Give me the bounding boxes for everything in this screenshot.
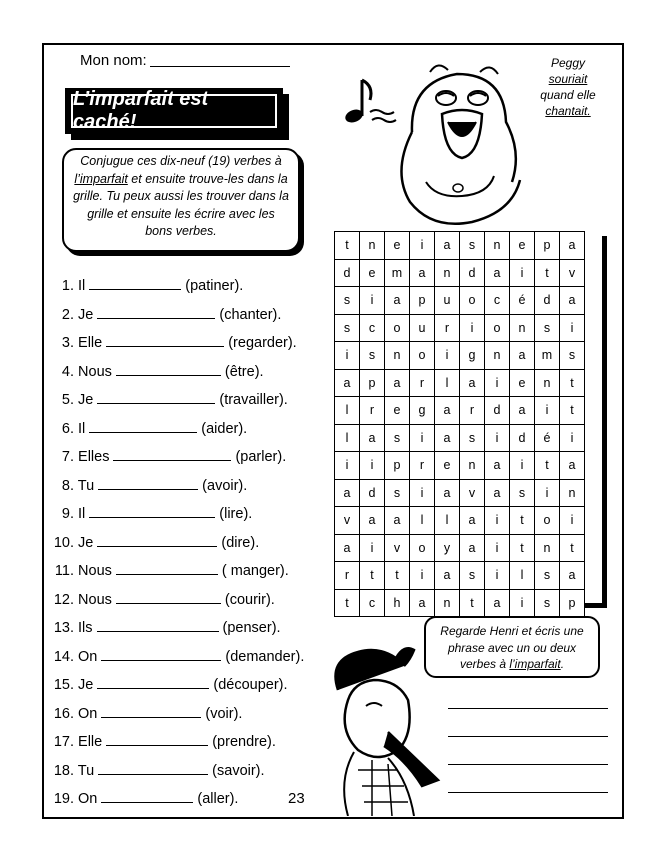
grid-cell[interactable]: h: [385, 589, 410, 617]
grid-cell[interactable]: a: [485, 452, 510, 480]
exercise-item: 9. Il (lire).: [48, 503, 323, 523]
grid-cell[interactable]: n: [385, 342, 410, 370]
grid-cell[interactable]: m: [385, 259, 410, 287]
exercise-item: 18. Tu (savoir).: [48, 760, 323, 780]
grid-row: [335, 424, 585, 452]
grid-cell[interactable]: t: [335, 232, 360, 260]
grid-cell[interactable]: a: [460, 507, 485, 535]
grid-cell[interactable]: p: [535, 232, 560, 260]
henri-text-1: Regarde Henri et écris une phrase avec un ou deux verbes à: [440, 624, 584, 671]
grid-cell[interactable]: c: [360, 314, 385, 342]
grid-cell[interactable]: o: [410, 342, 435, 370]
grid-cell[interactable]: r: [460, 397, 485, 425]
grid-cell[interactable]: a: [460, 369, 485, 397]
grid-cell[interactable]: i: [560, 424, 585, 452]
grid-cell[interactable]: i: [410, 232, 435, 260]
grid-cell[interactable]: i: [510, 259, 535, 287]
grid-cell[interactable]: a: [360, 424, 385, 452]
grid-cell[interactable]: s: [535, 589, 560, 617]
grid-cell[interactable]: v: [560, 259, 585, 287]
grid-cell[interactable]: a: [435, 397, 460, 425]
grid-cell[interactable]: e: [385, 397, 410, 425]
grid-cell[interactable]: v: [335, 507, 360, 535]
exercise-item: 1. Il (patiner).: [48, 275, 323, 295]
grid-cell[interactable]: l: [435, 369, 460, 397]
word-search-grid: [334, 231, 585, 617]
exercise-item: 14. On (demander).: [48, 646, 323, 666]
grid-cell[interactable]: c: [485, 287, 510, 315]
grid-cell[interactable]: n: [360, 232, 385, 260]
grid-cell[interactable]: p: [385, 452, 410, 480]
peggy-caption-line: quand elle: [540, 88, 596, 102]
grid-cell[interactable]: s: [460, 562, 485, 590]
grid-cell[interactable]: a: [560, 562, 585, 590]
answer-blank[interactable]: [89, 418, 197, 433]
grid-cell[interactable]: o: [535, 507, 560, 535]
grid-cell[interactable]: o: [460, 287, 485, 315]
exercise-item: 11. Nous ( manger).: [48, 560, 323, 580]
grid-row: [335, 342, 585, 370]
grid-cell[interactable]: é: [535, 424, 560, 452]
answer-blank[interactable]: [97, 304, 215, 319]
grid-cell[interactable]: i: [510, 589, 535, 617]
grid-row: [335, 259, 585, 287]
grid-cell[interactable]: t: [335, 589, 360, 617]
exercise-item: 16. On (voir).: [48, 703, 323, 723]
grid-cell[interactable]: i: [510, 452, 535, 480]
grid-cell[interactable]: a: [435, 232, 460, 260]
grid-cell[interactable]: o: [410, 534, 435, 562]
grid-row: [335, 397, 585, 425]
grid-cell[interactable]: t: [385, 562, 410, 590]
answer-blank[interactable]: [116, 589, 221, 604]
grid-cell[interactable]: a: [435, 479, 460, 507]
grid-cell[interactable]: e: [360, 259, 385, 287]
grid-cell[interactable]: a: [435, 424, 460, 452]
grid-cell[interactable]: a: [510, 397, 535, 425]
grid-row: [335, 479, 585, 507]
grid-cell[interactable]: e: [435, 452, 460, 480]
grid-cell[interactable]: a: [410, 589, 435, 617]
grid-cell[interactable]: i: [535, 397, 560, 425]
answer-blank[interactable]: [97, 532, 217, 547]
grid-cell[interactable]: s: [385, 424, 410, 452]
answer-blank[interactable]: [101, 788, 193, 803]
grid-cell[interactable]: t: [560, 369, 585, 397]
grid-row: [335, 452, 585, 480]
henri-bird-illustration: [318, 640, 448, 816]
grid-cell[interactable]: i: [360, 287, 385, 315]
grid-cell[interactable]: r: [335, 562, 360, 590]
grid-cell[interactable]: l: [335, 424, 360, 452]
grid-cell[interactable]: e: [385, 232, 410, 260]
grid-cell[interactable]: d: [510, 424, 535, 452]
page-title: L’imparfait est caché!: [71, 94, 277, 128]
grid-cell[interactable]: c: [360, 589, 385, 617]
exercise-item: 10. Je (dire).: [48, 532, 323, 552]
grid-cell[interactable]: i: [485, 562, 510, 590]
peggy-caption-line: souriait: [548, 72, 588, 86]
grid-cell[interactable]: d: [485, 397, 510, 425]
answer-blank[interactable]: [113, 446, 231, 461]
grid-cell[interactable]: d: [335, 259, 360, 287]
grid-cell[interactable]: i: [360, 534, 385, 562]
grid-cell[interactable]: a: [335, 479, 360, 507]
answer-blank[interactable]: [97, 674, 209, 689]
grid-cell[interactable]: i: [360, 452, 385, 480]
grid-row: [335, 287, 585, 315]
grid-cell[interactable]: i: [410, 562, 435, 590]
grid-cell[interactable]: d: [460, 259, 485, 287]
grid-cell[interactable]: e: [510, 369, 535, 397]
grid-cell[interactable]: t: [510, 534, 535, 562]
exercise-item: 6. Il (aider).: [48, 418, 323, 438]
grid-cell[interactable]: t: [560, 397, 585, 425]
grid-cell[interactable]: g: [460, 342, 485, 370]
grid-cell[interactable]: a: [560, 287, 585, 315]
grid-cell[interactable]: s: [510, 479, 535, 507]
answer-blank[interactable]: [101, 703, 201, 718]
grid-cell[interactable]: s: [360, 342, 385, 370]
instructions-text-2: et ensuite trouve-les dans la grille. Tu peux aussi les trouver dans la grille et ensuite les écrire avec les bons verbes.: [73, 171, 289, 238]
exercise-item: 7. Elles (parler).: [48, 446, 323, 466]
grid-cell[interactable]: n: [510, 314, 535, 342]
answer-blank[interactable]: [106, 332, 224, 347]
exercise-item: 3. Elle (regarder).: [48, 332, 323, 352]
peggy-caption-line: chantait.: [545, 104, 591, 118]
instructions-link: l’imparfait: [74, 171, 128, 186]
grid-cell[interactable]: l: [410, 507, 435, 535]
grid-cell[interactable]: o: [485, 314, 510, 342]
grid-cell[interactable]: s: [335, 287, 360, 315]
answer-blank[interactable]: [98, 760, 208, 775]
grid-cell[interactable]: l: [435, 507, 460, 535]
grid-cell[interactable]: é: [510, 287, 535, 315]
writing-line[interactable]: [448, 764, 608, 765]
henri-instructions-box: [424, 616, 600, 678]
grid-row: [335, 589, 585, 617]
answer-blank[interactable]: [98, 475, 198, 490]
grid-cell[interactable]: o: [385, 314, 410, 342]
answer-blank[interactable]: [106, 731, 208, 746]
grid-cell[interactable]: s: [560, 342, 585, 370]
exercise-item: 12. Nous (courir).: [48, 589, 323, 609]
henri-text-2: .: [560, 657, 565, 671]
grid-cell[interactable]: u: [410, 314, 435, 342]
grid-cell[interactable]: d: [360, 479, 385, 507]
answer-blank[interactable]: [97, 617, 219, 632]
grid-cell[interactable]: n: [435, 589, 460, 617]
grid-cell[interactable]: a: [360, 507, 385, 535]
grid-cell[interactable]: a: [385, 369, 410, 397]
grid-cell[interactable]: n: [560, 479, 585, 507]
grid-row: [335, 232, 585, 260]
grid-cell[interactable]: r: [410, 369, 435, 397]
exercise-item: 13. Ils (penser).: [48, 617, 323, 637]
grid-cell[interactable]: n: [485, 342, 510, 370]
grid-cell[interactable]: n: [535, 369, 560, 397]
grid-cell[interactable]: p: [410, 287, 435, 315]
grid-cell[interactable]: r: [410, 452, 435, 480]
grid-cell[interactable]: d: [535, 287, 560, 315]
instructions-box: [62, 148, 300, 252]
grid-row: [335, 314, 585, 342]
name-field[interactable]: [150, 66, 290, 67]
exercise-item: 4. Nous (être).: [48, 361, 323, 381]
grid-cell[interactable]: i: [410, 424, 435, 452]
grid-cell[interactable]: p: [560, 589, 585, 617]
grid-cell[interactable]: i: [485, 534, 510, 562]
exercise-item: 15. Je (découper).: [48, 674, 323, 694]
grid-cell[interactable]: v: [385, 534, 410, 562]
grid-cell[interactable]: i: [485, 424, 510, 452]
grid-cell[interactable]: a: [385, 287, 410, 315]
grid-cell[interactable]: a: [385, 507, 410, 535]
grid-cell[interactable]: y: [435, 534, 460, 562]
grid-cell[interactable]: a: [460, 534, 485, 562]
grid-cell[interactable]: i: [560, 507, 585, 535]
answer-blank[interactable]: [89, 275, 181, 290]
exercise-item: 17. Elle (prendre).: [48, 731, 323, 751]
grid-cell[interactable]: t: [360, 562, 385, 590]
grid-cell[interactable]: s: [385, 479, 410, 507]
exercise-item: 19. On (aller).: [48, 788, 323, 808]
answer-blank[interactable]: [116, 361, 221, 376]
page-number: 23: [288, 790, 305, 807]
grid-cell[interactable]: t: [535, 452, 560, 480]
grid-cell[interactable]: n: [535, 534, 560, 562]
grid-cell[interactable]: i: [460, 314, 485, 342]
answer-blank[interactable]: [97, 389, 215, 404]
grid-cell[interactable]: t: [535, 259, 560, 287]
grid-cell[interactable]: l: [335, 397, 360, 425]
writing-line[interactable]: [448, 708, 608, 709]
grid-cell[interactable]: i: [560, 314, 585, 342]
grid-cell[interactable]: s: [460, 424, 485, 452]
exercise-item: 8. Tu (avoir).: [48, 475, 323, 495]
grid-cell[interactable]: a: [335, 369, 360, 397]
grid-cell[interactable]: i: [485, 507, 510, 535]
grid-row: [335, 369, 585, 397]
grid-cell[interactable]: a: [485, 479, 510, 507]
grid-cell[interactable]: i: [410, 479, 435, 507]
grid-cell[interactable]: a: [560, 452, 585, 480]
grid-cell[interactable]: r: [360, 397, 385, 425]
peggy-bird-illustration: [372, 62, 542, 232]
exercise-item: 5. Je (travailler).: [48, 389, 323, 409]
grid-cell[interactable]: a: [335, 534, 360, 562]
grid-cell[interactable]: n: [485, 232, 510, 260]
answer-blank[interactable]: [116, 560, 218, 575]
grid-cell[interactable]: i: [335, 342, 360, 370]
writing-line[interactable]: [448, 736, 608, 737]
grid-cell[interactable]: l: [510, 562, 535, 590]
answer-blank[interactable]: [101, 646, 221, 661]
grid-cell[interactable]: r: [435, 314, 460, 342]
grid-cell[interactable]: m: [535, 342, 560, 370]
grid-cell[interactable]: a: [510, 342, 535, 370]
name-label: Mon nom:: [80, 52, 147, 69]
grid-cell[interactable]: i: [335, 452, 360, 480]
exercise-item: 2. Je (chanter).: [48, 304, 323, 324]
grid-cell[interactable]: a: [485, 589, 510, 617]
peggy-caption-line: Peggy: [550, 56, 586, 70]
grid-cell[interactable]: p: [360, 369, 385, 397]
grid-cell[interactable]: t: [460, 589, 485, 617]
grid-cell[interactable]: a: [410, 259, 435, 287]
grid-cell[interactable]: v: [460, 479, 485, 507]
grid-cell[interactable]: u: [435, 287, 460, 315]
grid-cell[interactable]: s: [460, 232, 485, 260]
answer-blank[interactable]: [89, 503, 215, 518]
grid-cell[interactable]: e: [510, 232, 535, 260]
grid-cell[interactable]: n: [460, 452, 485, 480]
writing-line[interactable]: [448, 792, 608, 793]
grid-cell[interactable]: t: [560, 534, 585, 562]
instructions-text-1: Conjugue ces dix-neuf (19) verbes à: [80, 154, 282, 168]
grid-row: [335, 562, 585, 590]
henri-link: l’imparfait: [509, 657, 561, 671]
grid-cell[interactable]: a: [485, 259, 510, 287]
grid-cell[interactable]: a: [435, 562, 460, 590]
grid-cell[interactable]: t: [510, 507, 535, 535]
title-banner: [65, 88, 283, 134]
grid-cell[interactable]: i: [535, 479, 560, 507]
grid-cell[interactable]: s: [535, 562, 560, 590]
grid-cell[interactable]: a: [560, 232, 585, 260]
grid-cell[interactable]: n: [435, 259, 460, 287]
grid-cell[interactable]: g: [410, 397, 435, 425]
grid-cell[interactable]: i: [435, 342, 460, 370]
grid-cell[interactable]: i: [485, 369, 510, 397]
grid-row: [335, 507, 585, 535]
grid-row: [335, 534, 585, 562]
grid-cell[interactable]: s: [335, 314, 360, 342]
grid-cell[interactable]: s: [535, 314, 560, 342]
